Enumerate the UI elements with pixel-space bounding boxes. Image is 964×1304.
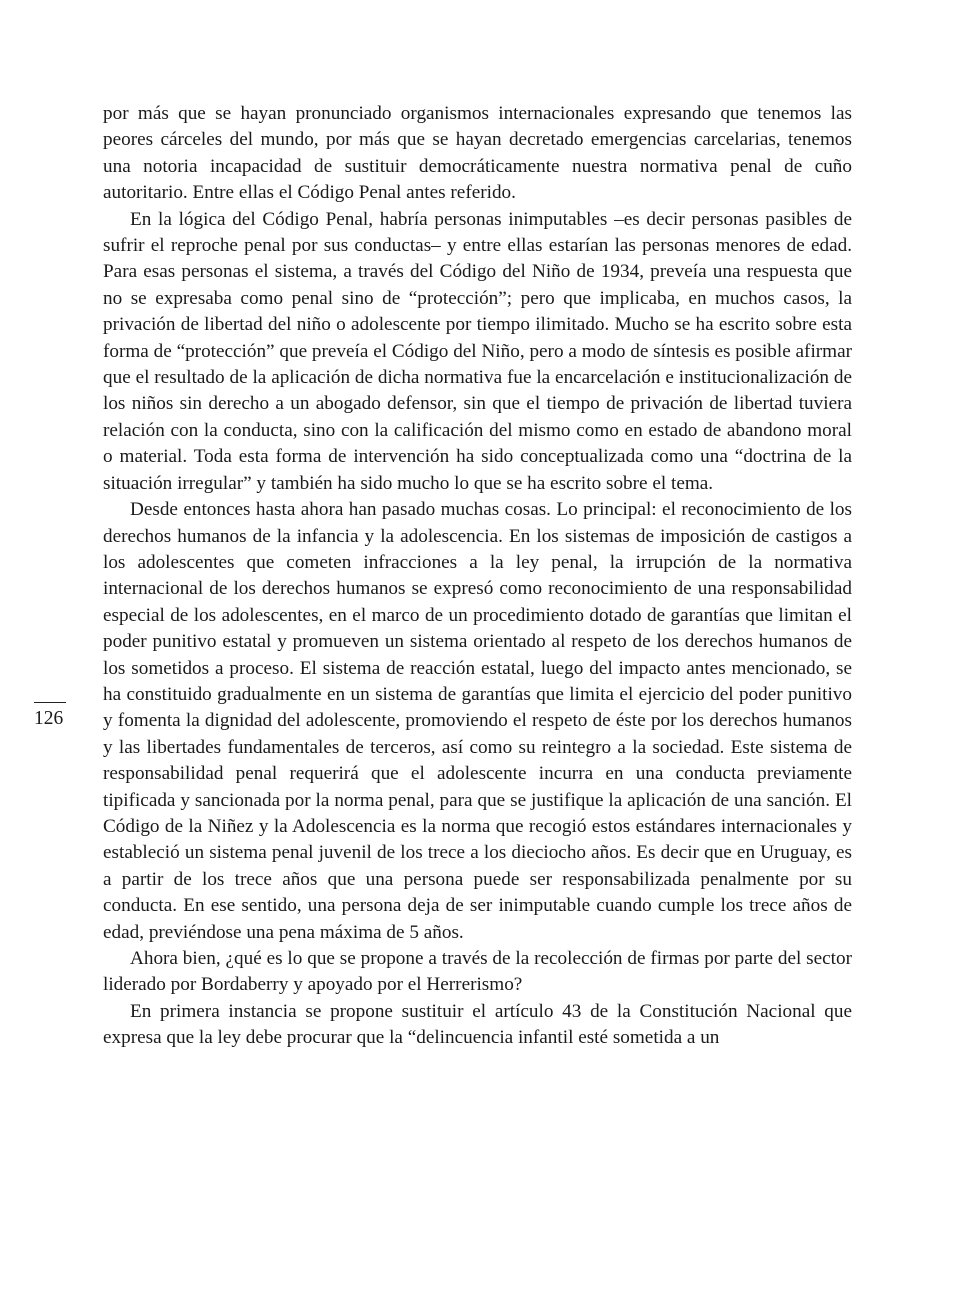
body-text <box>103 101 852 1052</box>
page-number-rule <box>34 702 66 703</box>
page-number: 126 <box>34 708 64 729</box>
paragraph-4: Ahora bien, ¿qué es lo que se propone a través de la recolección de firmas por parte del sector liderado por Bordaberry y apoyado por el Herrerismo? <box>103 948 852 996</box>
paragraph-1: por más que se hayan pronunciado organismos internacionales expresando que tenemos las peores cárceles del mundo, por más que se hayan decretado emergencias carcelarias, tenemos una notoria incapacidad de sustituir democráticamente nuestra normativa penal de cuño autoritario. Entre ellas el Código Penal antes referido. <box>103 103 852 204</box>
paragraph-2: En la lógica del Código Penal, habría personas inimputables –es decir personas pasibles de sufrir el reproche penal por sus conductas– y entre ellas estarían las personas menores de edad. Para esas personas el sistema, a través del Código del Niño de 1934, preveía una respuesta que no se expresaba como penal sino de “protección”; pero que implicaba, en muchos casos, la privación de libertad del niño o adolescente por tiempo ilimitado. Mucho se ha escrito sobre esta forma de “protección” que preveía el Código del Niño, pero a modo de síntesis es posible afirmar que el resultado de la aplicación de dicha normativa fue la encarcelación e institucionalización de los niños sin derecho a un abogado defensor, sin que el tiempo de privación de libertad tuviera relación con la conducta, sino con la calificación del mismo como en estado de abandono moral o material. Toda esta forma de intervención ha sido conceptualizada como una “doctrina de la situación irregular” y también ha sido mucho lo que se ha escrito sobre el tema. <box>103 208 852 494</box>
paragraph-5: En primera instancia se propone sustituir el artículo 43 de la Constitución Nacional que expresa que la ley debe procurar que la “delincuencia infantil esté sometida a un <box>103 1000 852 1049</box>
paragraph-3: Desde entonces hasta ahora han pasado muchas cosas. Lo principal: el reconocimiento de los derechos humanos de la infancia y la adolescencia. En los sistemas de imposición de castigos a los adolescentes que cometen infracciones a la ley penal, la irrupción de la normativa internacional de los derechos humanos se expresó como reconocimiento de una responsabilidad especial de los adolescentes, en el marco de un procedimiento dotado de garantías que limitan el poder punitivo estatal y promueven un sistema orientado al respeto de los derechos humanos de los sometidos a proceso. El sistema de reacción estatal, luego del impacto antes mencionado, se ha constituido gradualmente en un sistema de garantías que limita el ejercicio del poder punitivo y fomenta la dignidad del adolescente, promoviendo el respeto de éste por los derechos humanos y las libertades fundamentales de terceros, así como su reintegro a la sociedad. Este sistema de responsabilidad penal requerirá que el adolescente incurra en una conducta previamente tipificada y sancionada por la norma penal, para que se justifique la aplicación de una sanción. El Código de la Niñez y la Adolescencia es la norma que recogió estos estándares internacionales y estableció un sistema penal juvenil de los trece a los dieciocho años. Es decir que en Uruguay, es a partir de los trece años que una persona puede ser responsabilizada penalmente por su conducta. En ese sentido, una persona deja de ser inimputable cuando cumple los trece años de edad, previéndose una pena máxima de 5 años. <box>103 499 852 943</box>
